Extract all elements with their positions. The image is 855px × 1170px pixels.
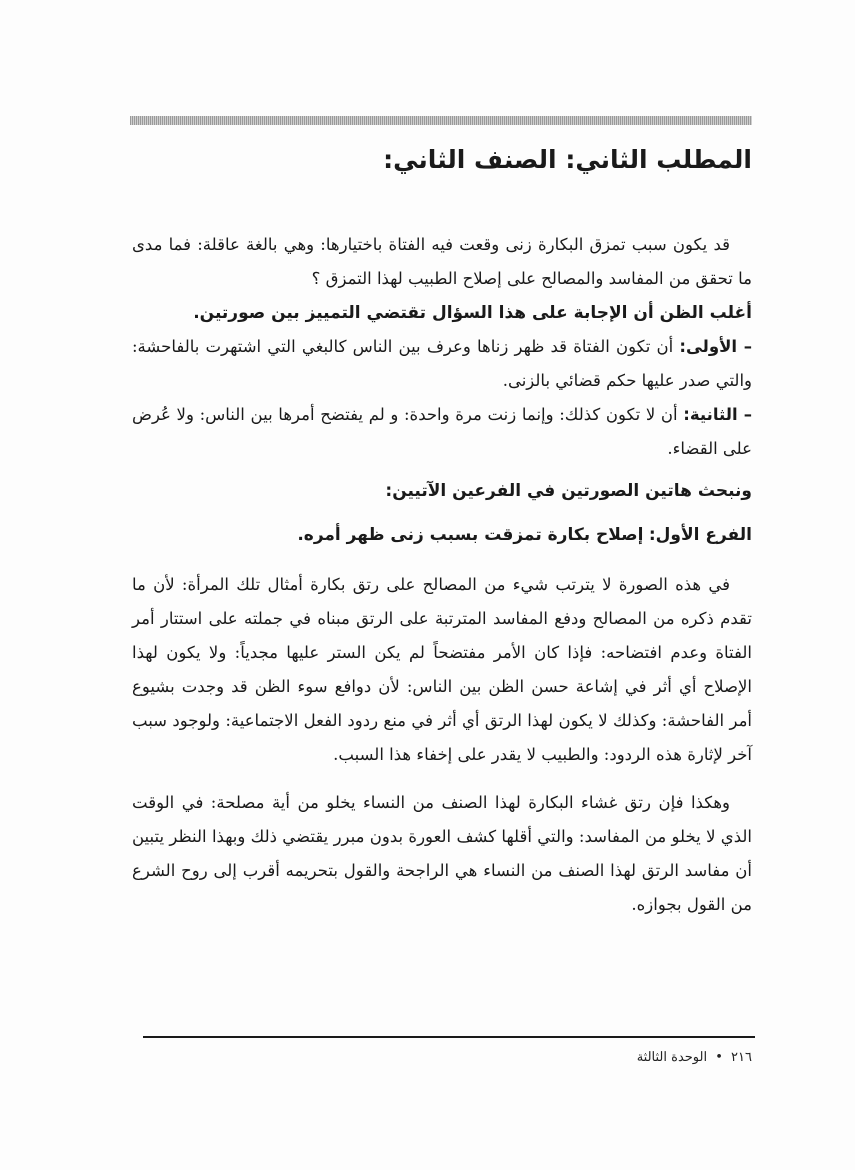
paragraph-one: في هذه الصورة لا يترتب شيء من المصالح على رتق بكارة أمثال تلك المرأة: لأن ما تقدم ذكره من المصالح ودفع المفاسد المترتبة على الرتق مبناه في جملته على استتار أمر الفتاة وعدم افتضاحه: فإذا كان الأمر مفتضحاً لم يكن الستر عليها مجدياً: ولا يكون لهذا الإصلاح أي أثر في إشاعة حسن الظن بين الناس: لأن دوافع سوء الظن قد وجدت بشيوع أمر الفاحشة: وكذلك لا يكون لهذا الرتق أي أثر في منع ردود الفعل الاجتماعية: ولوجود سبب آخر لإثارة هذه الردود: والطبيب لا يقدر على إخفاء هذا السبب. <box>132 575 752 764</box>
first-case-text: أن تكون الفتاة قد ظهر زناها وعرف بين الناس كالبغي التي اشتهرت بالفاحشة: والتي صدر عليها حكم قضائي بالزنى. <box>132 337 752 390</box>
question-answer-line: أغلب الظن أن الإجابة على هذا السؤال تقتضي التمييز بين صورتين. <box>193 303 752 323</box>
footer-bullet: • <box>715 1050 723 1065</box>
page-number: ٢١٦ <box>731 1050 752 1065</box>
branch-one-title <box>132 516 752 554</box>
second-case-label: – الثانية: <box>683 405 753 424</box>
first-case-label: – الأولى: <box>679 337 752 356</box>
second-case-text: أن لا تكون كذلك: وإنما زنت مرة واحدة: و لم يفتضح أمرها بين الناس: ولا عُرض على القضاء. <box>132 405 752 458</box>
discuss-line: ونبحث هاتين الصورتين في الفرعين الآتيين: <box>385 481 752 501</box>
first-case-paragraph <box>132 330 752 398</box>
unit-title: الوحدة الثالثة <box>636 1050 708 1065</box>
intro-paragraph: قد يكون سبب تمزق البكارة زنى وقعت فيه الفتاة باختيارها: وهي بالغة عاقلة: فما مدى ما تحقق من المفاسد والمصالح على إصلاح الطبيب لهذا التمزق ؟ <box>132 235 752 288</box>
branch-one-label: الفرع الأول: <box>648 525 752 545</box>
second-case-paragraph <box>132 398 752 466</box>
branch-one-text: إصلاح بكارة تمزقت بسبب زنى ظهر أمره. <box>297 525 644 545</box>
section-heading: المطلب الثاني: الصنف الثاني: <box>383 145 752 174</box>
top-decorative-rule <box>130 116 752 125</box>
page-footer <box>637 1048 752 1068</box>
bottom-rule <box>143 1036 755 1038</box>
body-text <box>132 228 752 922</box>
paragraph-two: وهكذا فإن رتق غشاء البكارة لهذا الصنف من النساء يخلو من أية مصلحة: في الوقت الذي لا يخلو من المفاسد: والتي أقلها كشف العورة بدون مبرر يقتضي ذلك وبهذا النظر يتبين أن مفاسد الرتق لهذا الصنف من النساء هي الراجحة والقول بتحريمه أقرب إلى روح الشرع من القول بجوازه. <box>132 793 752 914</box>
